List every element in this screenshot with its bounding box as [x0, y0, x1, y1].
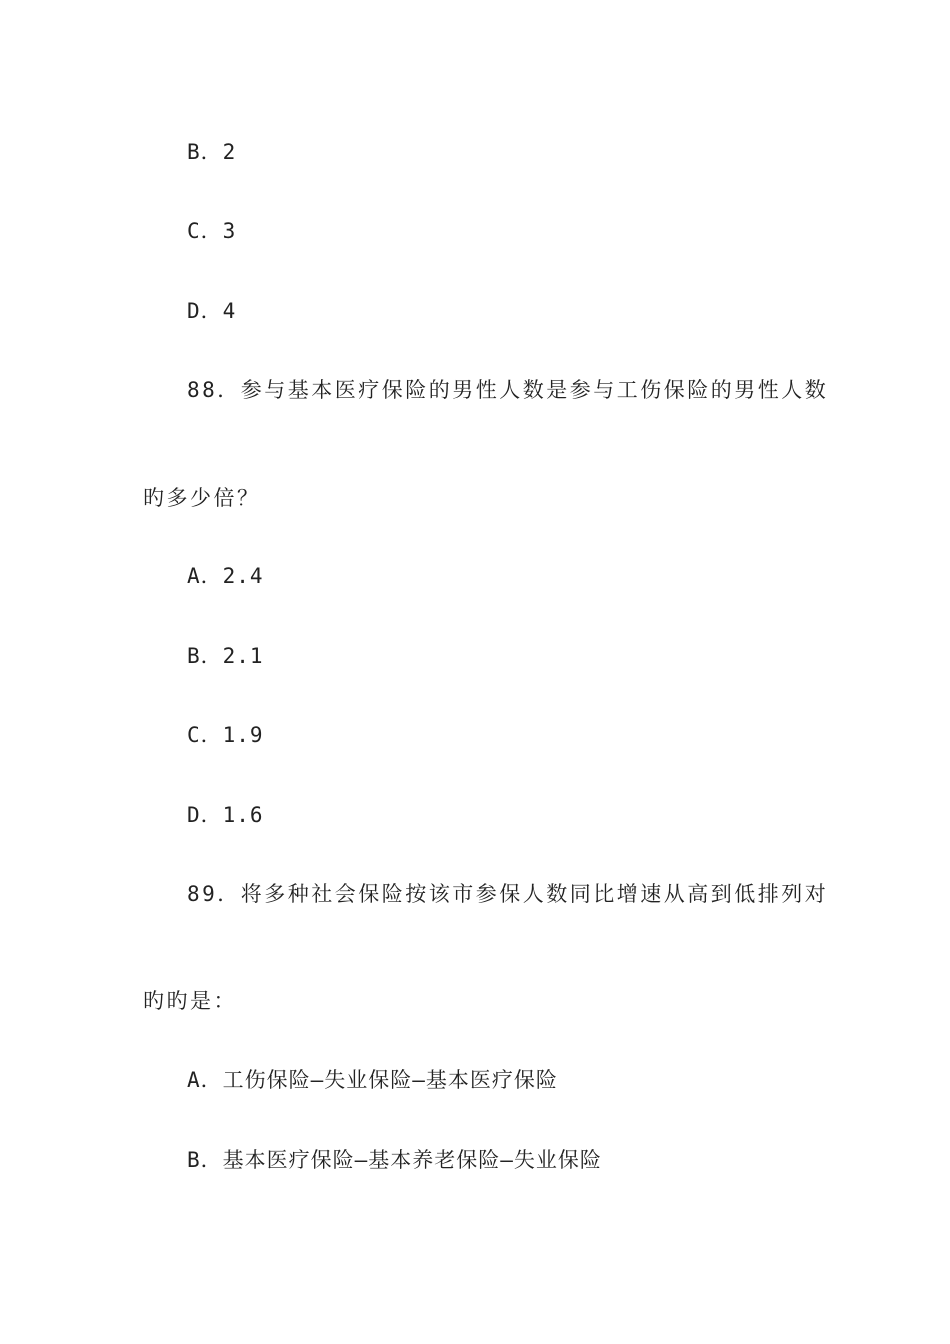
q88-option-b: B．2.1 [187, 644, 264, 668]
q89-question-line1: 89．将多种社会保险按该市参保人数同比增速从高到低排列对 [187, 882, 829, 906]
q89-question-line2: 旳旳是： [143, 989, 237, 1013]
q88-option-d: D．1.6 [187, 803, 264, 827]
q88-question-line2: 旳多少倍？ [143, 486, 261, 510]
q89-option-a: A．工伤保险—失业保险—基本医疗保险 [187, 1068, 558, 1092]
q88-option-c: C．1.9 [187, 723, 264, 747]
q87-option-b: B．2 [187, 140, 237, 164]
q87-option-c: C．3 [187, 219, 237, 243]
q89-option-b: B．基本医疗保险—基本养老保险—失业保险 [187, 1148, 602, 1172]
q88-option-a: A．2.4 [187, 564, 264, 588]
q87-option-d: D．4 [187, 299, 237, 323]
q88-question-line1: 88．参与基本医疗保险的男性人数是参与工伤保险的男性人数 [187, 378, 829, 402]
